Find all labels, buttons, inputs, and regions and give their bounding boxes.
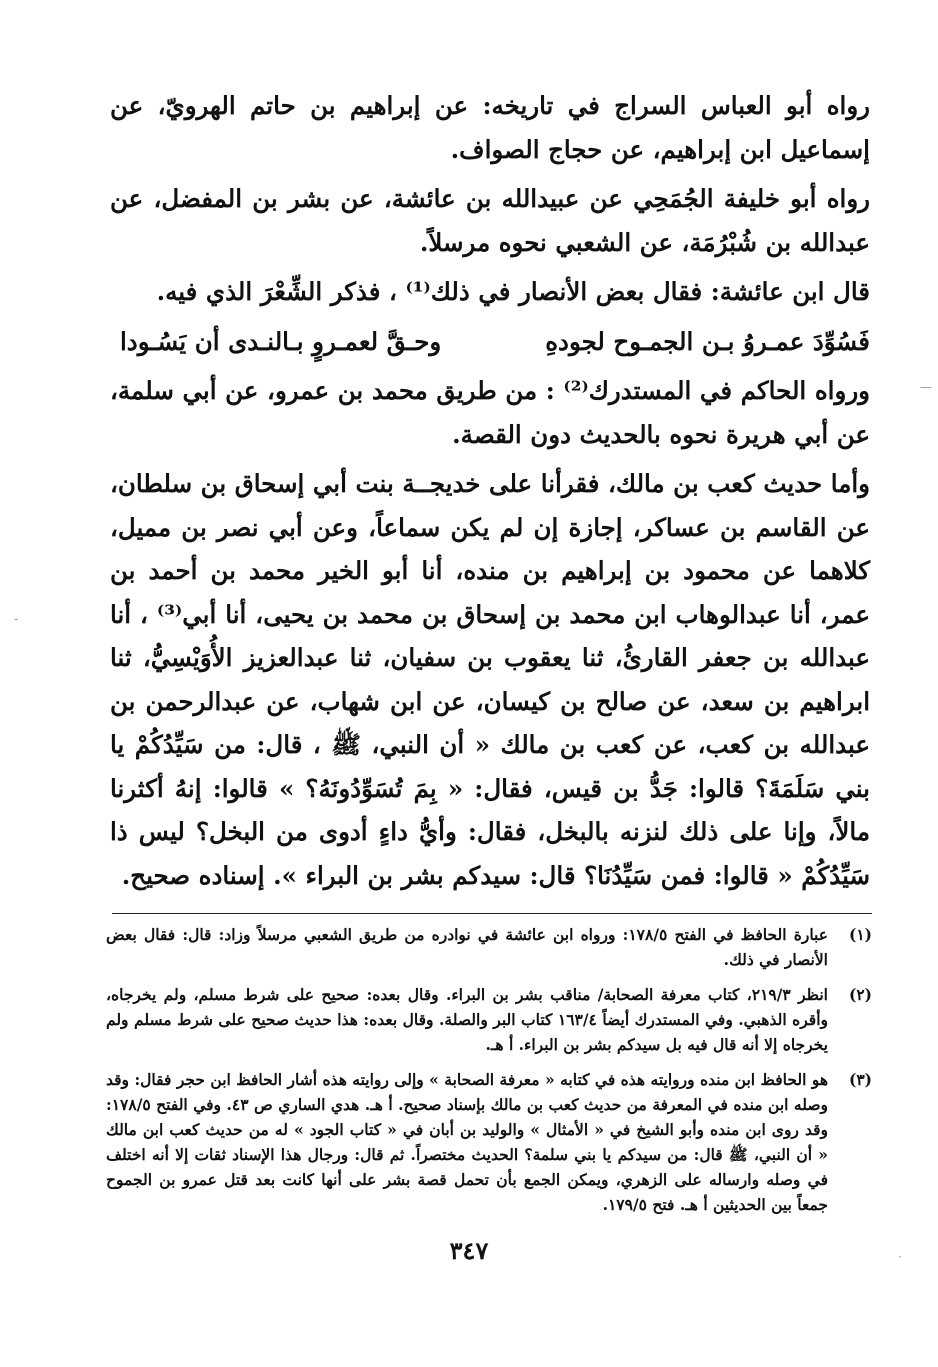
footnote-text: هو الحافظ ابن منده وروايته هذه في كتابه « معرفة الصحابة » وإلى روايته هذه أشار الحافظ ابن حجر فقال: وقد وصله ابن منده في المعرفة من حديث كعب بن مالك بإسناد صحيح. أ هـ. هدي الساري ص ٤٣. وفي الفتح ١٧٨/٥: وقد روى ابن منده وأبو الشيخ في « الأمثال » والوليد بن أبان في « كتاب الجود » له من حديث كعب ابن مالك « أن النبي، ﷺ قال: من سيدكم يا بني سلمة؟ الحديث مختصراً. ثم قال: ورجال هذا الإسناد ثقات إلا أنه اختلف في وصله وارساله على الزهري، ويمكن الجمع بأن تحمل قصة بشر على أنها كانت بعد قتل عمرو بن الجموح جمعاً بين الحديثين أ هـ. فتح ١٧٩/٥. xyxy=(106,1070,828,1214)
footnote-item xyxy=(106,1067,872,1217)
footnote-separator xyxy=(112,913,872,914)
paragraph-4: ورواه الحاكم في المستدرك⁽²⁾ : من طريق محمد بن عمرو، عن أبي سلمة، عن أبي هريرة نحوه بالحديث دون القصة. xyxy=(110,376,870,449)
page-number: ٣٤٧ xyxy=(449,1236,489,1265)
margin-mark: · xyxy=(898,1250,902,1264)
footnotes-section xyxy=(106,922,872,1227)
margin-mark: — xyxy=(920,380,932,394)
footnote-number: (٣) xyxy=(848,1070,872,1089)
poetry-verse xyxy=(110,320,870,364)
paragraph-2: رواه أبو خليفة الجُمَحِي عن عبيدالله بن عائشة، عن بشر بن المفضل، عن عبدالله بن شُبْرُمَة، عن الشعبي نحوه مرسلاً. xyxy=(110,184,870,257)
main-text-block xyxy=(110,84,870,903)
verse-second-hemistich: وحـقَّ لعمـروٍ بـالنـدى أن يَسُـودا xyxy=(120,326,442,356)
paragraph-1: رواه أبو العباس السراج في تاريخه: عن إبراهيم بن حاتم الهرويّ، عن إسماعيل ابن إبراهيم، عن حجاج الصواف. xyxy=(110,91,870,164)
footnote-number: (٢) xyxy=(848,985,872,1004)
margin-mark: - xyxy=(14,612,19,626)
verse-first-hemistich: فَسُوِّدَ عمـروُ بـن الجمـوح لجودهِ xyxy=(545,326,870,356)
footnote-item xyxy=(106,922,872,972)
footnote-text: انظر ٢١٩/٣، كتاب معرفة الصحابة/ مناقب بشر بن البراء. وقال بعده: صحيح على شرط مسلم، ولم يخرجاه، وأقره الذهبي. وفي المستدرك أيضاً ١٦٣/٤ كتاب البر والصلة. وقال بعده: هذا حديث صحيح على شرط مسلم ولم يخرجاه إلا أنه قال فيه بل سيدكم بشر بن البراء. أ هـ. xyxy=(106,985,828,1054)
paragraph-5: وأما حديث كعب بن مالك، فقرأنا على خديجــة بنت أبي إسحاق بن سلطان، عن القاسم بن عساكر، إجازة إن لم يكن سماعاً، وعن أبي نصر بن مميل، كلاهما عن محمود بن إبراهيم بن منده، أنا أبو الخير محمد بن أحمد بن عمر، أنا عبدالوهاب ابن محمد بن إسحاق بن محمد بن يحيى، أنا أبي⁽³⁾ ، أنا عبدالله بن جعفر القارئُ، ثنا يعقوب بن سفيان، ثنا عبدالعزيز الأُوَيْسِيُّ، ثنا ابراهيم بن سعد، عن صالح بن كيسان، عن ابن شهاب، عن عبدالرحمن بن عبدالله بن كعب، عن كعب بن مالك « أن النبي، ﷺ ، قال: من سَيِّدُكُمْ يا بني سَلَمَةَ؟ قالوا: جَدُّ بن قيس، فقال: « بِمَ تُسَوِّدُونَهُ؟ » قالوا: إنهُ أكثرنا مالاً، وإنا على ذلك لنزنه بالبخل، فقال: وأيُّ داءٍ أدوى من البخل؟ ليس ذا سَيِّدُكُمْ « قالوا: فمن سَيِّدُنَا؟ قال: سيدكم بشر بن البراء ». إسناده صحيح. xyxy=(110,469,870,890)
paragraph-3: قال ابن عائشة: فقال بعض الأنصار في ذلك⁽¹⁾ ، فذكر الشِّعْرَ الذي فيه. xyxy=(156,277,870,306)
footnote-text: عبارة الحافظ في الفتح ١٧٨/٥: ورواه ابن عائشة في نوادره من طريق الشعبي مرسلاً وزاد: قال: فقال بعض الأنصار في ذلك. xyxy=(106,925,828,969)
footnote-item xyxy=(106,982,872,1057)
footnote-number: (١) xyxy=(848,925,872,944)
